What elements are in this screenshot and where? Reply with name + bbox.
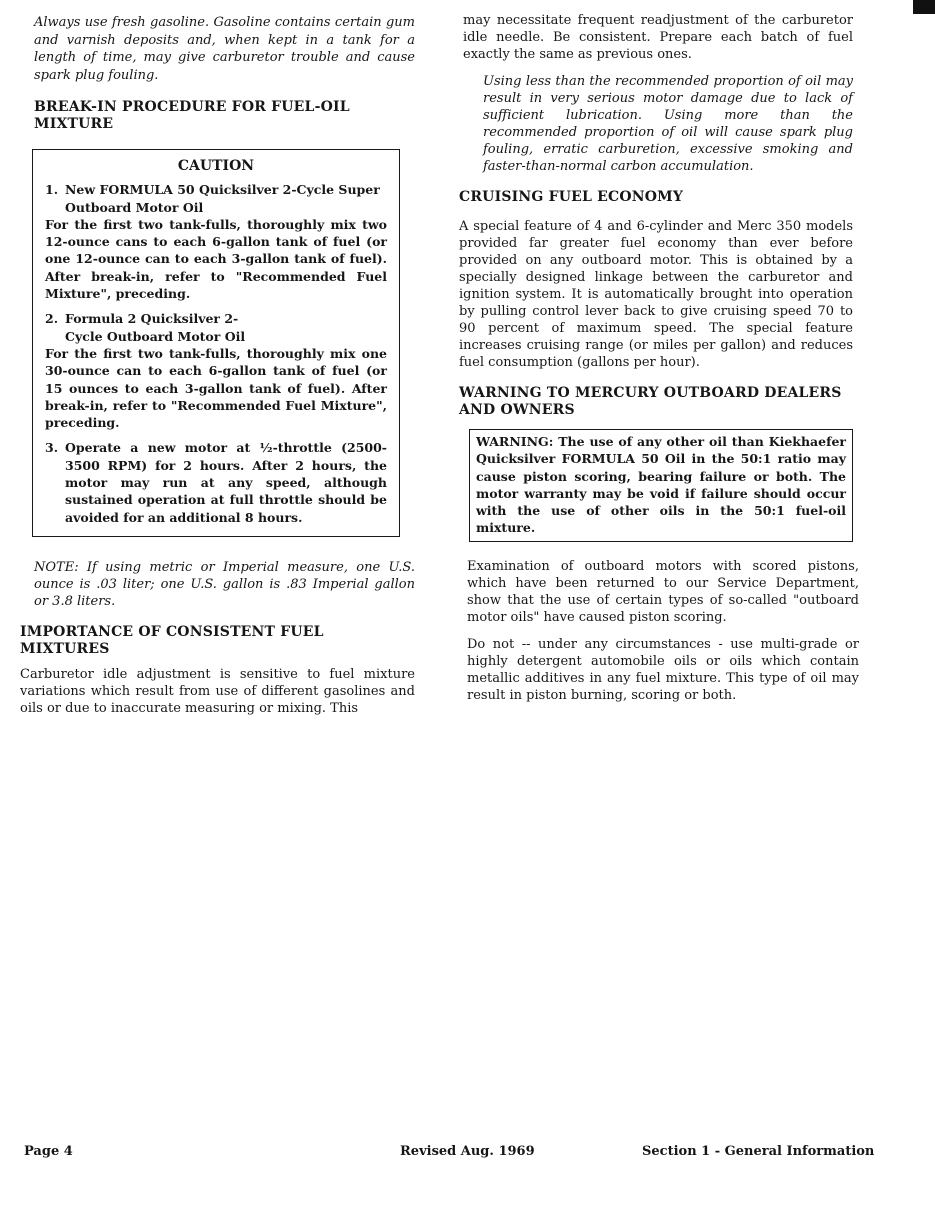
caution-item-number: 3.: [45, 440, 59, 456]
caution-item-2: [45, 310, 387, 431]
footer-revised-date: Revised Aug. 1969: [400, 1144, 535, 1159]
do-not-paragraph: Do not -- under any circumstances - use multi-grade or highly detergent automobile oils or oils which contain metallic additives in any fuel mixture. This type of oil may result in piston burning, scoring or both.: [467, 636, 859, 703]
page-edge-mark: [913, 0, 935, 14]
importance-heading: IMPORTANCE OF CONSISTENT FUEL MIXTURES: [20, 623, 324, 657]
continuation-paragraph: may necessitate frequent readjustment of the carburetor idle needle. Be consistent. Prepare each batch of fuel exactly the same as previous ones.: [463, 13, 853, 62]
caution-box: [32, 149, 400, 537]
caution-item-heading: Operate a new motor at ½-throttle (2500-3500 RPM) for 2 hours. After 2 hours, the motor may run at any speed, although sustained operation at full throttle should be avoided for an additional 8 hours.: [65, 440, 387, 525]
caution-item-heading: New FORMULA 50 Quicksilver 2-Cycle Super Outboard Motor Oil: [65, 182, 380, 215]
fresh-gasoline-note: Always use fresh gasoline. Gasoline contains certain gum and varnish deposits and, when kept in a tank for a length of time, may give carburetor trouble and cause spark plug fouling.: [34, 15, 415, 83]
metric-note: NOTE: If using metric or Imperial measure, one U.S. ounce is .03 liter; one U.S. gallon is .83 Imperial gallon or 3.8 liters.: [34, 559, 415, 609]
footer-section-title: Section 1 - General Information: [642, 1144, 875, 1159]
importance-paragraph: Carburetor idle adjustment is sensitive to fuel mixture variations which result from use of different gasolines and oils or due to inaccurate measuring or mixing. This: [20, 666, 415, 716]
caution-item-heading: Formula 2 Quicksilver 2-Cycle Outboard Motor Oil: [65, 311, 246, 344]
examination-paragraph: Examination of outboard motors with scored pistons, which have been returned to our Service Department, show that the use of certain types of so-called "outboard motor oils" have caused piston scoring.: [467, 558, 859, 625]
left-column: [20, 14, 415, 717]
warning-heading: WARNING TO MERCURY OUTBOARD DEALERS AND OWNERS: [459, 385, 842, 418]
footer-page-number: Page 4: [24, 1144, 73, 1159]
caution-item-3: [45, 439, 387, 525]
caution-item-body: For the first two tank-fulls, thoroughly mix one 30-ounce can to each 6-gallon tank of fuel (or 15 ounces to each 3-gallon tank of fuel). After break-in, refer to "Recommended Fuel Mixture", preceding.: [45, 345, 387, 431]
caution-item-number: 2.: [45, 311, 59, 327]
break-in-heading: BREAK-IN PROCEDURE FOR FUEL-OIL MIXTURE: [34, 99, 350, 132]
caution-title: CAUTION: [177, 158, 255, 174]
cruising-paragraph: A special feature of 4 and 6-cylinder and Merc 350 models provided far greater fuel economy than ever before provided on any outboard motor. This is obtained by a specially designed linkage between the carburetor and ignition system. It is automatically brought into operation by pulling control lever back to give cruising speed 70 to 90 percent of maximum speed. The special feature increases cruising range (or miles per gallon) and reduces fuel consumption (gallons per hour).: [459, 219, 853, 370]
caution-item-1: [45, 181, 387, 302]
cruising-heading: CRUISING FUEL ECONOMY: [459, 189, 684, 205]
caution-item-number: 1.: [45, 182, 59, 198]
warning-box: WARNING: The use of any other oil than Kiekhaefer Quicksilver FORMULA 50 Oil in the 50:1 ratio may cause piston scoring, bearing failure or both. The motor warranty may be void if failure should occur with the use of other oils in the 50:1 fuel-oil mixture.: [469, 429, 853, 542]
oil-proportion-note: Using less than the recommended proportion of oil may result in very serious motor damage due to lack of sufficient lubrication. Using more than the recommended proportion of oil will cause spark plug fouling, erratic carburetion, excessive smoking and faster-than-normal carbon accumulation.: [483, 74, 853, 174]
caution-item-body: For the first two tank-fulls, thoroughly mix two 12-ounce cans to each 6-gallon tank of fuel (or one 12-ounce can to each 3-gallon tank of fuel). After break-in, refer to "Recommended Fuel Mixture", preceding.: [45, 216, 387, 302]
right-column: [459, 12, 859, 704]
